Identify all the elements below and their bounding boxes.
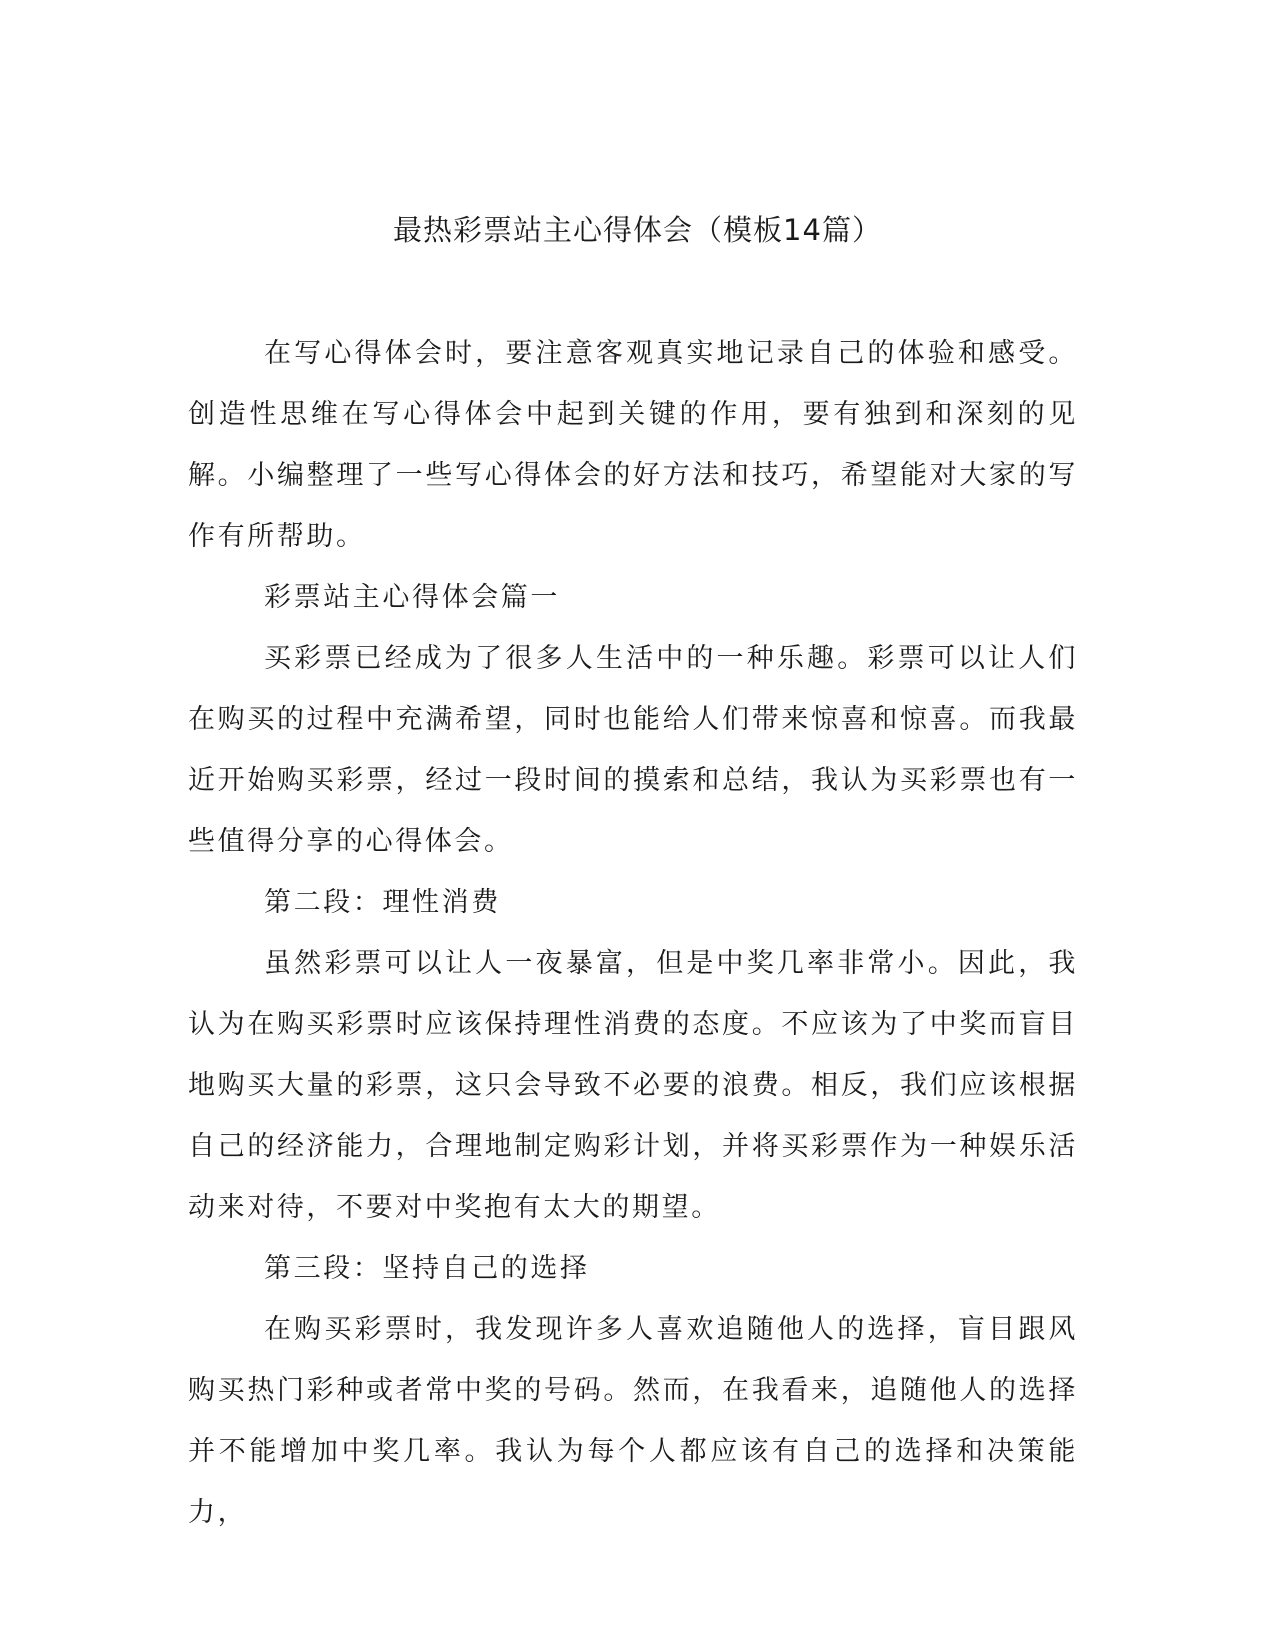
document-body bbox=[188, 323, 1078, 1543]
paragraph-part-one: 买彩票已经成为了很多人生活中的一种乐趣。彩票可以让人们在购买的过程中充满希望，同时也能给人们带来惊喜和惊喜。而我最近开始购买彩票，经过一段时间的摸索和总结，我认为买彩票也有一些值得分享的心得体会。 bbox=[188, 643, 1078, 857]
section-heading-own-choice: 第三段：坚持自己的选择 bbox=[264, 1253, 590, 1284]
document-title: 最热彩票站主心得体会（模板14篇） bbox=[393, 213, 882, 247]
paragraph-own-choice: 在购买彩票时，我发现许多人喜欢追随他人的选择，盲目跟风购买热门彩种或者常中奖的号码。然而，在我看来，追随他人的选择并不能增加中奖几率。我认为每个人都应该有自己的选择和决策能力， bbox=[188, 1314, 1078, 1528]
paragraph-intro: 在写心得体会时，要注意客观真实地记录自己的体验和感受。创造性思维在写心得体会中起到关键的作用，要有独到和深刻的见解。小编整理了一些写心得体会的好方法和技巧，希望能对大家的写作有所帮助。 bbox=[188, 338, 1078, 552]
section-heading-part-one: 彩票站主心得体会篇一 bbox=[264, 582, 560, 613]
section-heading-rational-spending: 第二段：理性消费 bbox=[264, 887, 501, 918]
paragraph-rational-spending: 虽然彩票可以让人一夜暴富，但是中奖几率非常小。因此，我认为在购买彩票时应该保持理性消费的态度。不应该为了中奖而盲目地购买大量的彩票，这只会导致不必要的浪费。相反，我们应该根据自己的经济能力，合理地制定购彩计划，并将买彩票作为一种娱乐活动来对待，不要对中奖抱有太大的期望。 bbox=[188, 948, 1078, 1223]
